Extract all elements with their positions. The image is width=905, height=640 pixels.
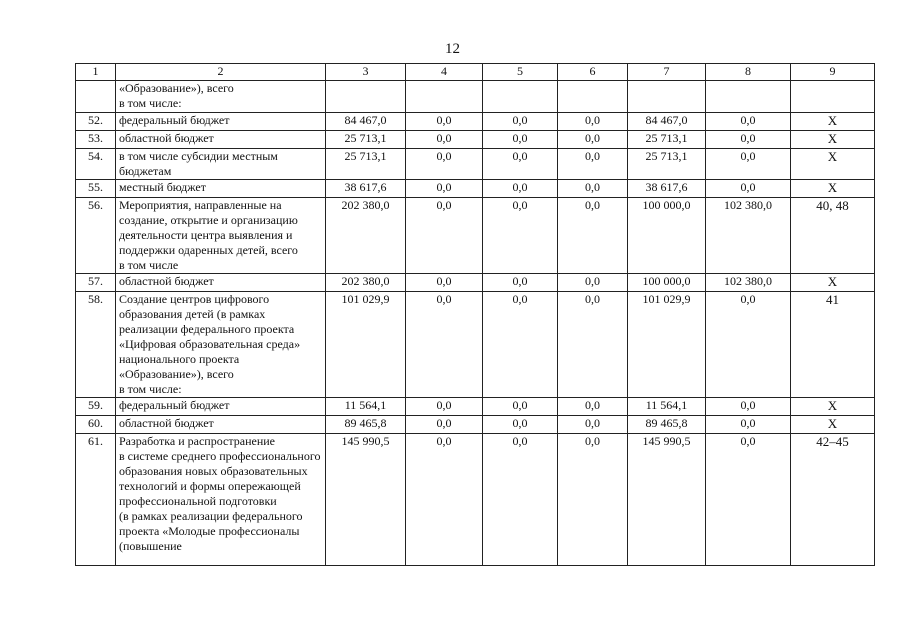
year-value-col7: 89 465,8	[628, 416, 706, 434]
year-value-col7: 145 990,5	[628, 434, 706, 566]
total-value: 84 467,0	[326, 113, 406, 131]
row-number: 52.	[76, 113, 116, 131]
year-value-col7: 100 000,0	[628, 274, 706, 292]
year-value-col8: 0,0	[706, 149, 791, 180]
year-value-col5: 0,0	[483, 416, 558, 434]
table-header-row	[76, 64, 875, 81]
table-row	[76, 398, 875, 416]
year-value-col6: 0,0	[558, 131, 628, 149]
year-value-col6: 0,0	[558, 274, 628, 292]
year-value-col7: 100 000,0	[628, 198, 706, 274]
table-row	[76, 198, 875, 274]
row-number: 60.	[76, 416, 116, 434]
table-row	[76, 434, 875, 566]
year-value-col8: 0,0	[706, 292, 791, 398]
total-value	[326, 81, 406, 113]
column-header: 3	[326, 64, 406, 81]
row-description: федеральный бюджет	[116, 398, 326, 416]
year-value-col6: 0,0	[558, 416, 628, 434]
year-value-col8: 0,0	[706, 398, 791, 416]
row-description: Разработка и распространение в системе среднего профессионального образования новых образовательных технологий и формы опережающей профессиональной подготовки (в рамках реализации федерального проекта «Молодые профессионалы (повышение	[116, 434, 326, 566]
row-description: областной бюджет	[116, 416, 326, 434]
year-value-col4: 0,0	[406, 416, 483, 434]
column-header: 7	[628, 64, 706, 81]
year-value-col5: 0,0	[483, 180, 558, 198]
year-value-col7: 11 564,1	[628, 398, 706, 416]
table-row	[76, 416, 875, 434]
year-value-col6	[558, 81, 628, 113]
year-value-col5: 0,0	[483, 398, 558, 416]
year-value-col8: 0,0	[706, 416, 791, 434]
year-value-col5: 0,0	[483, 113, 558, 131]
row-number: 53.	[76, 131, 116, 149]
row-description: областной бюджет	[116, 274, 326, 292]
year-value-col8: 0,0	[706, 434, 791, 566]
year-value-col4: 0,0	[406, 398, 483, 416]
year-value-col5: 0,0	[483, 292, 558, 398]
year-value-col4: 0,0	[406, 180, 483, 198]
row-number: 57.	[76, 274, 116, 292]
total-value: 202 380,0	[326, 198, 406, 274]
year-value-col4: 0,0	[406, 198, 483, 274]
year-value-col6: 0,0	[558, 292, 628, 398]
year-value-col8: 0,0	[706, 180, 791, 198]
row-number: 55.	[76, 180, 116, 198]
total-value: 101 029,9	[326, 292, 406, 398]
year-value-col6: 0,0	[558, 398, 628, 416]
table-row	[76, 131, 875, 149]
row-description: Создание центров цифрового образования детей (в рамках реализации федерального проекта «Цифровая образовательная среда» национального проекта «Образование»), всего в том числе:	[116, 292, 326, 398]
table-row	[76, 180, 875, 198]
total-value: 145 990,5	[326, 434, 406, 566]
year-value-col4: 0,0	[406, 113, 483, 131]
indicator-reference: 42–45	[791, 434, 875, 566]
total-value: 89 465,8	[326, 416, 406, 434]
year-value-col5: 0,0	[483, 131, 558, 149]
indicator-reference: 41	[791, 292, 875, 398]
year-value-col4: 0,0	[406, 131, 483, 149]
indicator-reference: X	[791, 131, 875, 149]
total-value: 202 380,0	[326, 274, 406, 292]
indicator-reference: X	[791, 113, 875, 131]
column-header: 9	[791, 64, 875, 81]
year-value-col4: 0,0	[406, 434, 483, 566]
table-row	[76, 274, 875, 292]
year-value-col7	[628, 81, 706, 113]
year-value-col8: 102 380,0	[706, 198, 791, 274]
year-value-col6: 0,0	[558, 198, 628, 274]
indicator-reference	[791, 81, 875, 113]
row-description: областной бюджет	[116, 131, 326, 149]
total-value: 25 713,1	[326, 149, 406, 180]
year-value-col7: 38 617,6	[628, 180, 706, 198]
table-row	[76, 81, 875, 113]
table-row	[76, 292, 875, 398]
table-body	[76, 81, 875, 566]
row-description: федеральный бюджет	[116, 113, 326, 131]
indicator-reference: X	[791, 180, 875, 198]
year-value-col4: 0,0	[406, 149, 483, 180]
year-value-col7: 101 029,9	[628, 292, 706, 398]
total-value: 25 713,1	[326, 131, 406, 149]
indicator-reference: 40, 48	[791, 198, 875, 274]
row-number: 56.	[76, 198, 116, 274]
year-value-col8: 102 380,0	[706, 274, 791, 292]
year-value-col5	[483, 81, 558, 113]
year-value-col4	[406, 81, 483, 113]
indicator-reference: X	[791, 149, 875, 180]
column-header: 1	[76, 64, 116, 81]
row-number: 59.	[76, 398, 116, 416]
year-value-col5: 0,0	[483, 149, 558, 180]
column-header: 5	[483, 64, 558, 81]
year-value-col8	[706, 81, 791, 113]
year-value-col7: 84 467,0	[628, 113, 706, 131]
row-number: 54.	[76, 149, 116, 180]
column-header: 6	[558, 64, 628, 81]
column-header: 2	[116, 64, 326, 81]
year-value-col4: 0,0	[406, 292, 483, 398]
year-value-col7: 25 713,1	[628, 149, 706, 180]
column-header: 4	[406, 64, 483, 81]
row-description: в том числе субсидии местным бюджетам	[116, 149, 326, 180]
total-value: 11 564,1	[326, 398, 406, 416]
year-value-col7: 25 713,1	[628, 131, 706, 149]
year-value-col6: 0,0	[558, 113, 628, 131]
year-value-col5: 0,0	[483, 274, 558, 292]
year-value-col8: 0,0	[706, 113, 791, 131]
year-value-col6: 0,0	[558, 434, 628, 566]
year-value-col5: 0,0	[483, 198, 558, 274]
year-value-col5: 0,0	[483, 434, 558, 566]
row-number	[76, 81, 116, 113]
indicator-reference: X	[791, 274, 875, 292]
table-row	[76, 113, 875, 131]
row-description: местный бюджет	[116, 180, 326, 198]
row-number: 61.	[76, 434, 116, 566]
row-description: «Образование»), всего в том числе:	[116, 81, 326, 113]
year-value-col6: 0,0	[558, 180, 628, 198]
year-value-col8: 0,0	[706, 131, 791, 149]
table-row	[76, 149, 875, 180]
year-value-col6: 0,0	[558, 149, 628, 180]
budget-table	[75, 63, 875, 566]
indicator-reference: X	[791, 416, 875, 434]
indicator-reference: X	[791, 398, 875, 416]
column-header: 8	[706, 64, 791, 81]
year-value-col4: 0,0	[406, 274, 483, 292]
row-description: Мероприятия, направленные на создание, открытие и организацию деятельности центра выявления и поддержки одаренных детей, всего в том числе	[116, 198, 326, 274]
row-number: 58.	[76, 292, 116, 398]
page-number: 12	[445, 41, 460, 57]
total-value: 38 617,6	[326, 180, 406, 198]
